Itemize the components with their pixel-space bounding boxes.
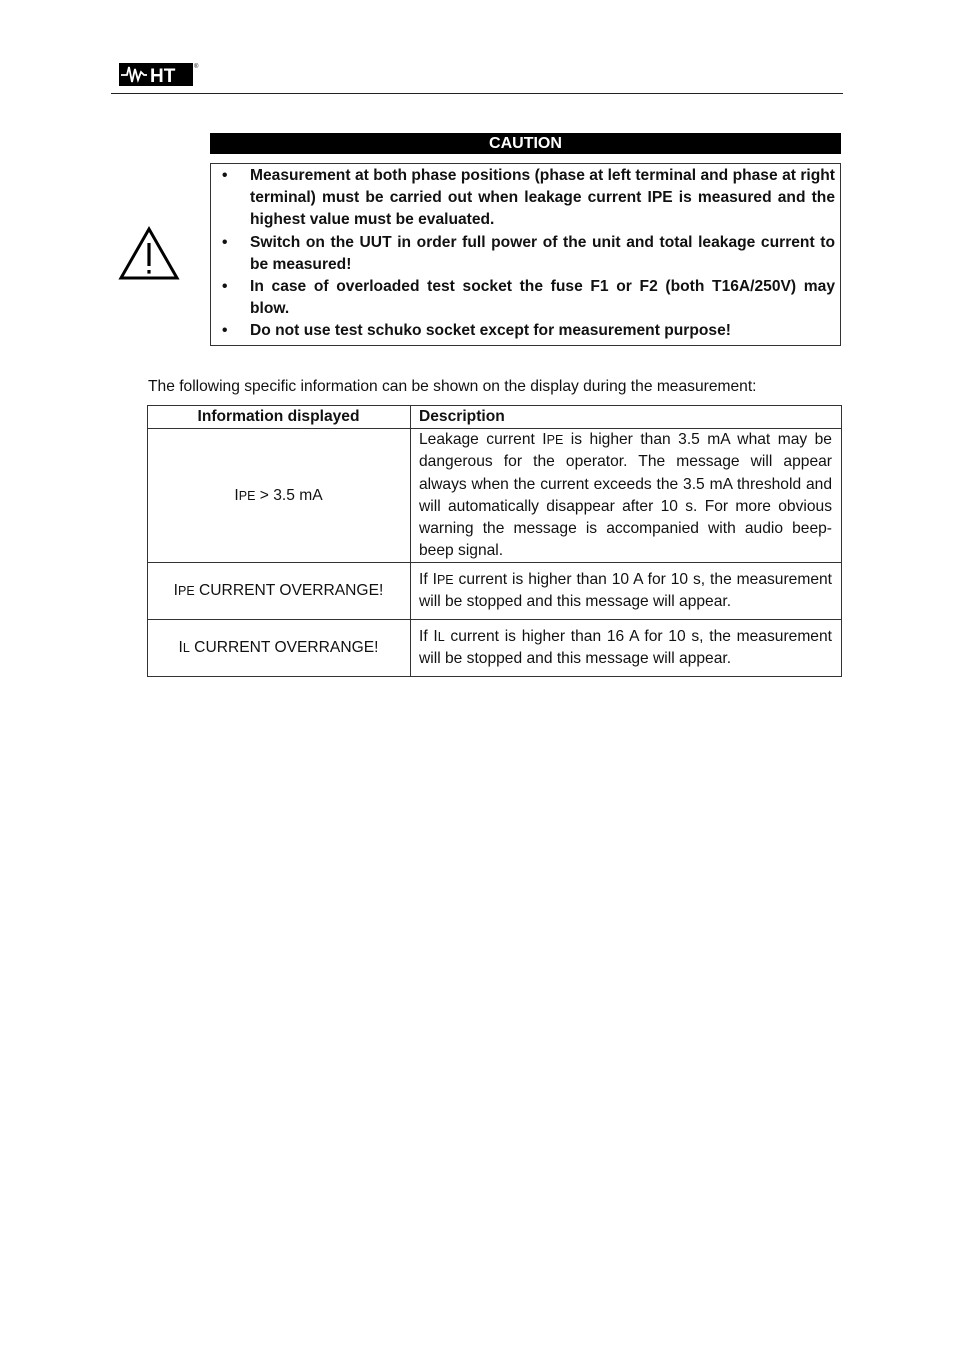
table-row [148, 563, 842, 620]
caution-item: • Switch on the UUT in order full power of the unit and total leakage current to be measured! [211, 232, 840, 276]
header-divider [111, 93, 843, 94]
info-cell [148, 563, 411, 620]
info-text: CURRENT OVERRANGE! [194, 582, 384, 600]
display-info-table [147, 405, 842, 677]
info-symbol: I [173, 582, 179, 600]
header-information-displayed: Information displayed [148, 406, 411, 429]
info-text: > 3.5 mA [255, 486, 323, 504]
description-text: If I [419, 628, 438, 646]
description-text: Leakage current I [419, 431, 547, 449]
info-symbol: I [234, 486, 239, 504]
info-text: CURRENT OVERRANGE! [189, 639, 379, 657]
info-subscript: PE [238, 488, 256, 503]
caution-item: • In case of overloaded test socket the fuse F1 or F2 (both T16A/250V) may blow. [211, 276, 840, 320]
table-row [148, 620, 842, 677]
ht-logo [117, 60, 197, 88]
description-text: If I [419, 571, 437, 589]
caution-title: CAUTION [210, 133, 841, 154]
info-cell [148, 429, 411, 563]
description-text: current is higher than 10 A for 10 s, the measurement will be stopped and this message will appear. [419, 571, 833, 611]
description-cell [411, 563, 842, 620]
logo-registered-mark: ® [194, 64, 199, 70]
description-subscript: PE [546, 433, 564, 448]
warning-triangle-icon [118, 226, 180, 282]
caution-item: • Do not use test schuko socket except for measurement purpose! [211, 320, 840, 342]
description-cell [411, 620, 842, 677]
table-row [148, 429, 842, 563]
info-symbol: I [178, 639, 183, 657]
info-cell [148, 620, 411, 677]
intro-paragraph: The following specific information can be shown on the display during the measurement: [148, 378, 757, 395]
description-cell [411, 429, 842, 563]
caution-list [211, 165, 840, 343]
logo-text: HT [150, 66, 176, 87]
description-subscript: PE [436, 573, 454, 588]
caution-item: • Measurement at both phase positions (phase at left terminal and phase at right terminal) must be carried out when leakage current IPE is measured and the highest value must be evaluated. [211, 165, 840, 232]
description-subscript: L [437, 630, 445, 645]
header-description: Description [411, 406, 842, 429]
description-text: current is higher than 16 A for 10 s, the measurement will be stopped and this message will appear. [419, 628, 832, 668]
info-subscript: L [182, 641, 190, 656]
caution-box [210, 163, 841, 346]
info-subscript: PE [178, 584, 195, 599]
description-text: is higher than 3.5 mA what may be dangerous for the operator. The message will appear always when the current exceeds the 3.5 mA threshold and will automatically disappear after 10 s. For more obvious warning the message is accompanied with audio beep-beep signal. [419, 431, 832, 560]
table-header-row [148, 406, 842, 429]
